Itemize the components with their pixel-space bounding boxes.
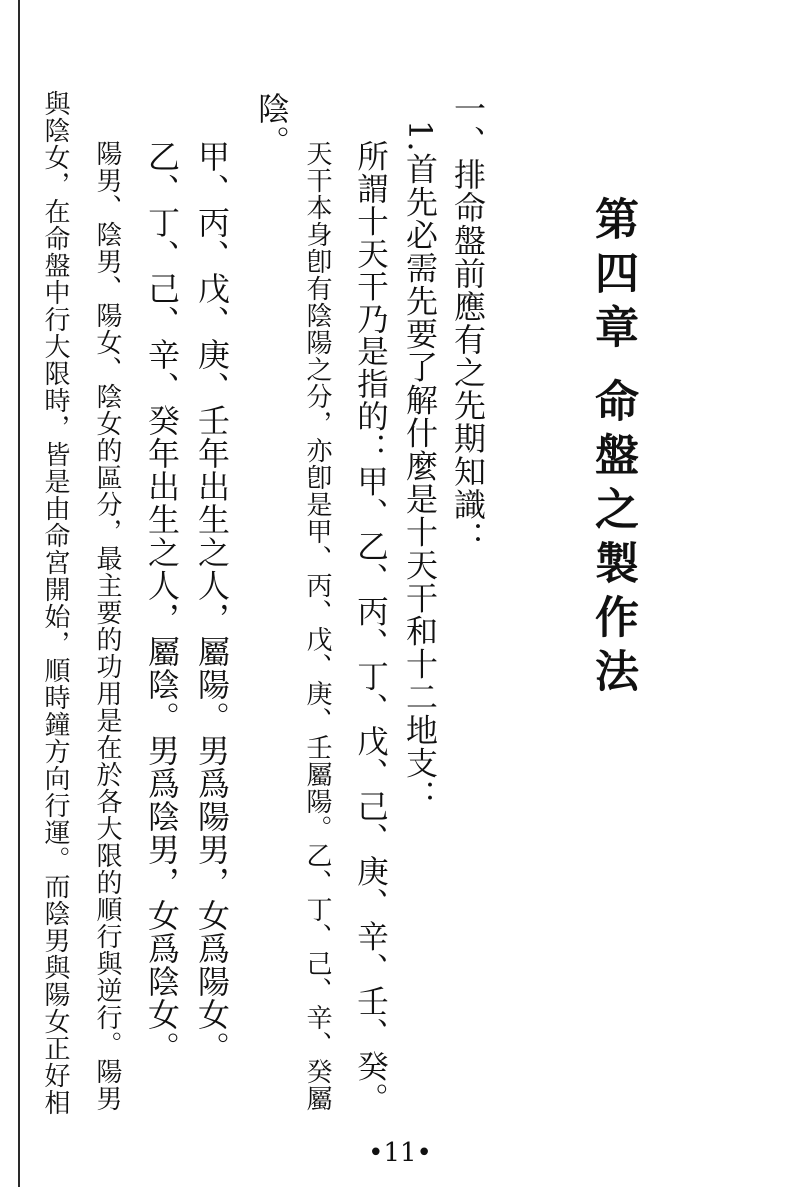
section-heading: 一、排命盤前應有之先期知識：: [449, 92, 487, 554]
text-column: 天干本身卽有陰陽之分，亦卽是甲、丙、戊、庚、壬屬陽。乙、丁、己、辛、癸屬: [302, 140, 332, 1112]
chapter-number: 第四章: [587, 196, 638, 358]
subsection-heading: 1.首先必需先要了解什麼是十天干和十二地支：: [401, 120, 439, 813]
text-column: 乙、丁、己、辛、癸年出生之人，屬陰。男爲陰男，女爲陰女。: [143, 140, 181, 1064]
text-column: 甲、丙、戊、庚、壬年出生之人，屬陽。男爲陽男，女爲陽女。: [193, 140, 231, 1064]
chapter-title: 命盤之製作法: [587, 378, 638, 702]
text-column: 陽男、陰男、陽女、陰女的區分，最主要的功用是在於各大限的順行與逆行。陽男: [92, 140, 122, 1112]
text-column: 與陰女，在命盤中行大限時，皆是由命宮開始，順時鐘方向行運。而陰男與陽女正好相: [40, 90, 70, 1116]
text-column: 所謂十天干乃是指的：甲、乙、丙、丁、戊、己、庚、辛、壬、癸。: [352, 140, 389, 1115]
page-binding-edge: [18, 0, 20, 1187]
page-number: •11•: [368, 1138, 432, 1168]
text-column: 陰。: [253, 92, 291, 158]
